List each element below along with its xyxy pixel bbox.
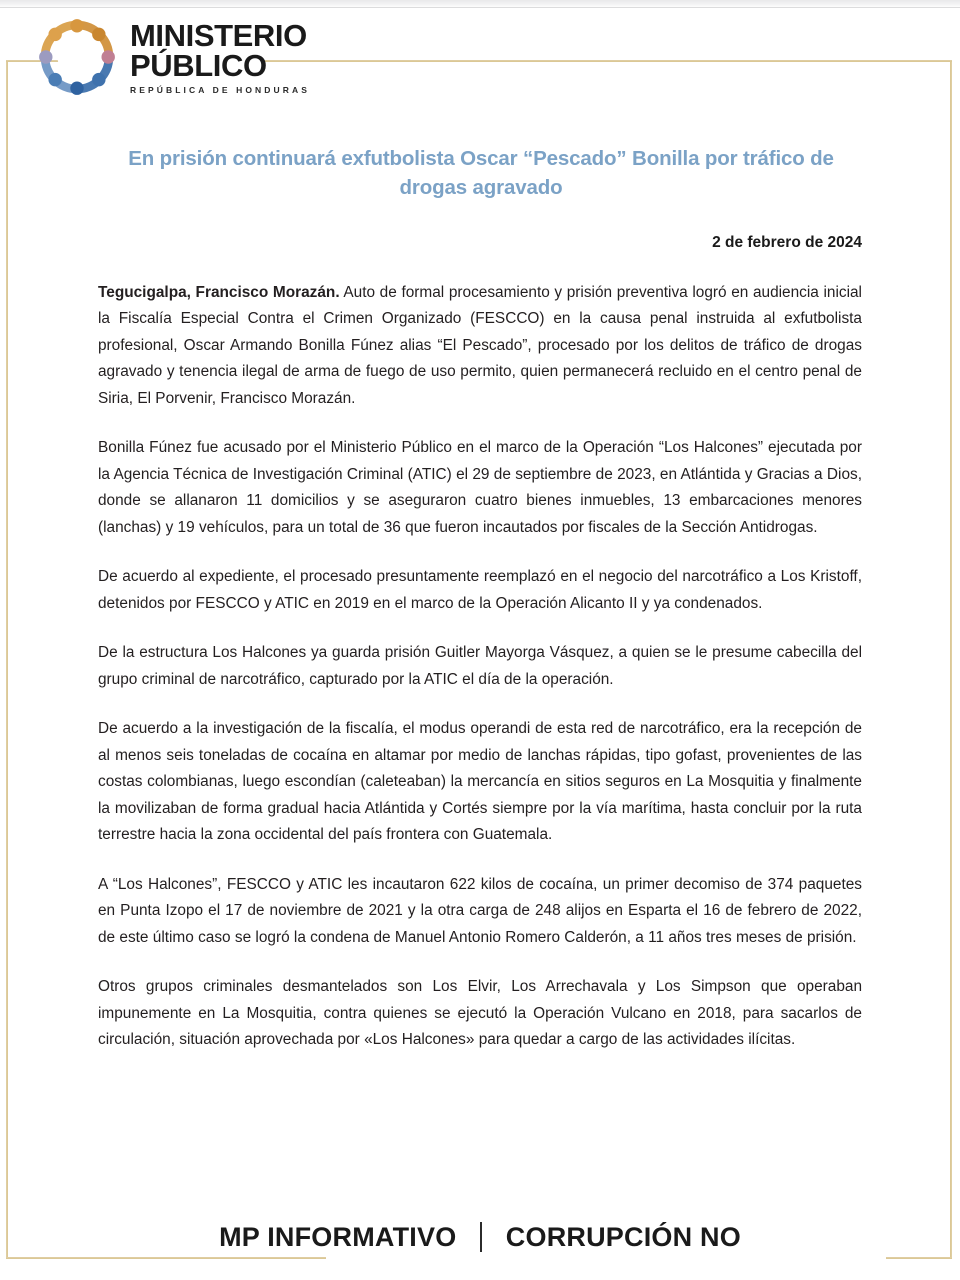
dateline: Tegucigalpa, Francisco Morazán. (98, 284, 340, 301)
page-top-edge-band (0, 0, 960, 7)
org-wordmark (130, 19, 310, 95)
footer-label-left: MP INFORMATIVO (219, 1222, 457, 1252)
page-title: En prisión continuará exfutbolista Oscar “Pescado” Bonilla por tráfico de drogas agravado (128, 147, 834, 200)
footer (0, 1222, 960, 1253)
page-top-edge-line (0, 7, 960, 8)
paragraph-6: A “Los Halcones”, FESCCO y ATIC les incautaron 622 kilos de cocaína, un primer decomiso de 374 paquetes en Punta Izopo el 17 de noviembre de 2021 y la otra carga de 248 alijos en Esparta el 16 de febrero de 2022, de este último caso se logró la condena de Manuel Antonio Romero Calderón, a 11 años tres meses de prisión. (98, 875, 862, 946)
paragraph-1-text: Auto de formal procesamiento y prisión preventiva logró en audiencia inicial la Fiscalía Especial Contra el Crimen Organizado (FESCCO) en la causa penal instruida al exfutbolista profesional, Oscar Armando Bonilla Fúnez alias “El Pescado”, procesado por los delitos de tráfico de drogas agravado y tenencia ilegal de arma de fuego de uso permito, quien permanecerá recluido en el centro penal de Siria, El Porvenir, Francisco Morazán. (98, 284, 862, 407)
paragraph-4: De la estructura Los Halcones ya guarda prisión Guitler Mayorga Vásquez, a quien se le presume cabecilla del grupo criminal de narcotráfico, capturado por la ATIC el día de la operación. (98, 644, 862, 688)
article-body (98, 280, 862, 1054)
paragraph-3: De acuerdo al expediente, el procesado presuntamente reemplazó en el negocio del narcotráfico a Los Kristoff, detenidos por FESCCO y ATIC en 2019 en el marco de la Operación Alicanto II y ya condenados. (98, 568, 862, 612)
masthead (38, 18, 310, 96)
frame-border-bottom-right (886, 1257, 952, 1259)
frame-border-bottom-left (6, 1257, 326, 1259)
org-name-line1: MINISTERIO (130, 18, 307, 54)
frame-border-top-right (262, 60, 952, 62)
footer-label-right: CORRUPCIÓN NO (505, 1222, 741, 1252)
org-name-line2: PÚBLICO (130, 48, 267, 83)
paragraph-1 (98, 280, 862, 412)
paragraph-2: Bonilla Fúnez fue acusado por el Ministerio Público en el marco de la Operación “Los Halcones” ejecutada por la Agencia Técnica de Investigación Criminal (ATIC) el 29 de septiembre de 2023, en Atlántida y Gracias a Dios, donde se allanaron 11 domicilios y se aseguraron cuatro bienes inmuebles, 13 embarcaciones menores (lanchas) y 19 vehículos, para un total de 36 que fueron incautados por fiscales de la Sección Antidrogas. (98, 439, 862, 536)
paragraph-7: Otros grupos criminales desmantelados son Los Elvir, Los Arrechavala y Los Simpson que operaban impunemente en La Mosquitia, contra quienes se ejecutó la Operación Vulcano en 2018, para sacarlos de circulación, situación aprovechada por «Los Halcones» para quedar a cargo de las actividades ilícitas. (98, 978, 862, 1049)
frame-border-left (6, 60, 8, 1259)
paragraph-5: De acuerdo a la investigación de la fiscalía, el modus operandi de esta red de narcotráfico, era la recepción de al menos seis toneladas de cocaína en altamar por medio de lanchas rápidas, tipo gofast, provenientes de las costas colombianas, luego escondían (caleteaban) la mercancía en sitios seguros en La Mosquitia y finalmente la movilizaban de forma gradual hacia Atlántida y Cortés siempre por la vía marítima, hasta concluir por la ruta terrestre hacia la zona occidental del país frontera con Guatemala. (98, 720, 862, 844)
org-subtitle: REPÚBLICA DE HONDURAS (130, 84, 311, 95)
footer-divider-icon (480, 1222, 482, 1252)
circle-of-people-icon (38, 18, 116, 96)
publication-date: 2 de febrero de 2024 (712, 234, 862, 251)
frame-border-right (950, 60, 952, 1259)
footer-slogan (219, 1222, 741, 1253)
